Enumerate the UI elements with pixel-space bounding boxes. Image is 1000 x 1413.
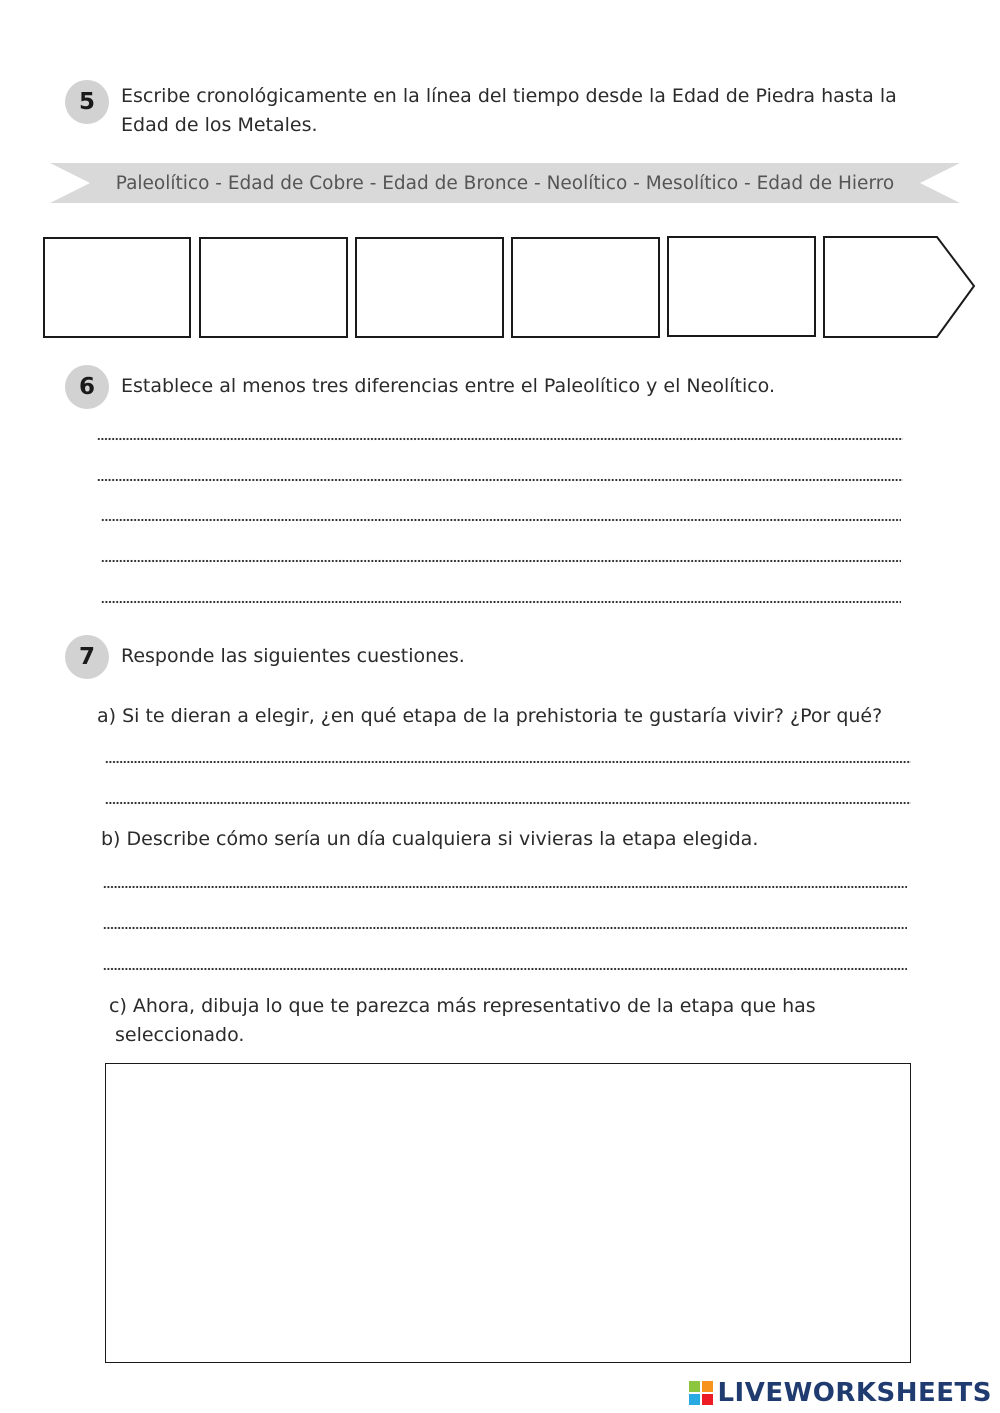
liveworksheets-icon (689, 1381, 713, 1405)
timeline-box-5[interactable] (667, 236, 816, 337)
brand-name: LIVEWORKSHEETS (717, 1378, 992, 1408)
question-7c-text-line1: c) Ahora, dibuja lo que te parezca más representativo de la etapa que has (109, 995, 816, 1017)
answer-line[interactable] (103, 885, 907, 889)
question-7c-text-line2: seleccionado. (115, 1024, 245, 1046)
answer-line[interactable] (105, 801, 911, 805)
question-6-text: Establece al menos tres diferencias entre el Paleolítico y el Neolítico. (121, 375, 776, 397)
answer-line[interactable] (105, 760, 911, 764)
answer-line[interactable] (97, 478, 903, 482)
drawing-area[interactable] (105, 1063, 911, 1363)
answer-line[interactable] (101, 600, 901, 604)
question-5-text-line1: Escribe cronológicamente en la línea del tiempo desde la Edad de Piedra hasta la (121, 85, 897, 107)
answer-line[interactable] (101, 559, 901, 563)
liveworksheets-logo (689, 1378, 992, 1408)
question-7a-text: a) Si te dieran a elegir, ¿en qué etapa de la prehistoria te gustaría vivir? ¿Por qué? (97, 705, 883, 727)
answer-line[interactable] (103, 967, 907, 971)
answer-line[interactable] (97, 437, 903, 441)
answer-line[interactable] (103, 926, 907, 930)
timeline-box-3[interactable] (355, 237, 504, 338)
question-number-badge: 5 (65, 80, 109, 124)
question-7b-text: b) Describe cómo sería un día cualquiera si vivieras la etapa elegida. (101, 828, 759, 850)
timeline-box-6-arrow[interactable] (823, 236, 978, 344)
question-number-badge: 7 (65, 635, 109, 679)
answer-line[interactable] (101, 518, 901, 522)
timeline-box-1[interactable] (43, 237, 191, 338)
question-number-badge: 6 (65, 365, 109, 409)
timeline-box-2[interactable] (199, 237, 348, 338)
word-bank-text: Paleolítico - Edad de Cobre - Edad de Bronce - Neolítico - Mesolítico - Edad de Hierro (115, 172, 895, 194)
word-bank-ribbon (50, 163, 960, 203)
question-5-text-line2: Edad de los Metales. (121, 114, 318, 136)
timeline-box-4[interactable] (511, 237, 660, 338)
question-7-text: Responde las siguientes cuestiones. (121, 645, 465, 667)
